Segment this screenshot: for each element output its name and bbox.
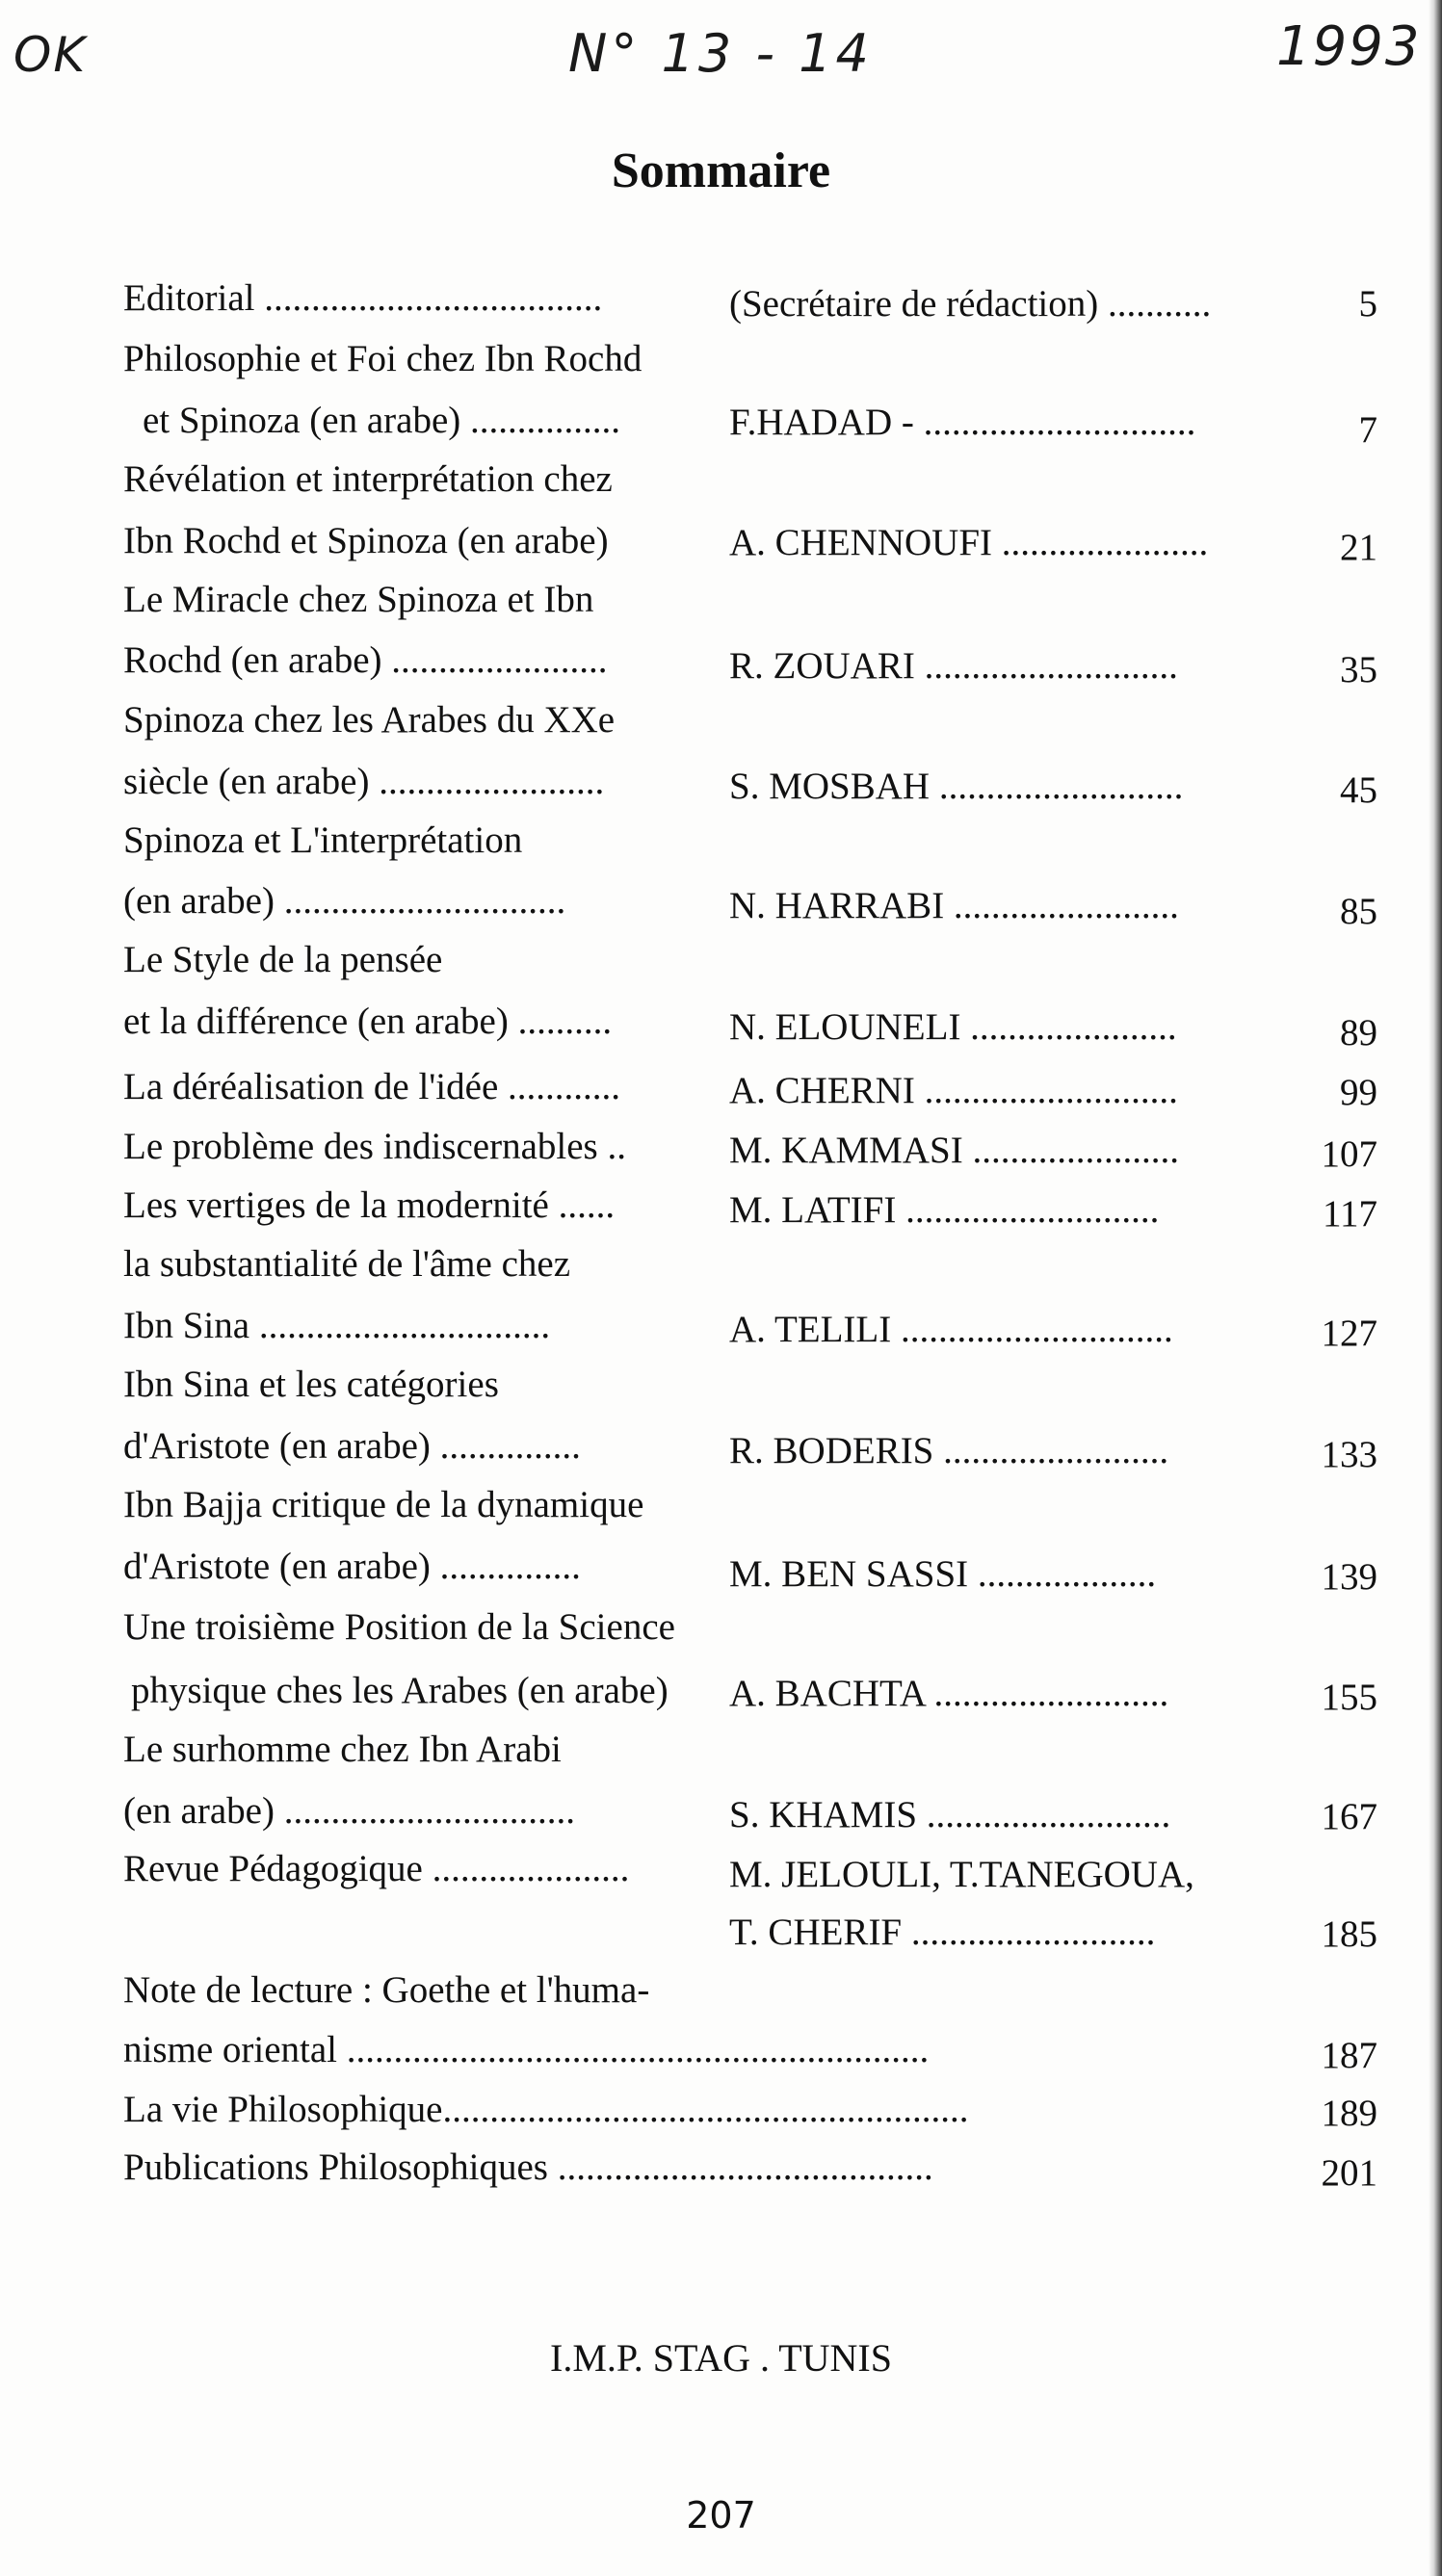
toc-entry-page: 167: [1321, 1796, 1377, 1837]
toc-entry-title-cont: Ibn Rochd et Spinoza (en arabe): [123, 520, 609, 561]
scan-shadow-edge: [1429, 0, 1442, 2576]
toc-entry-title-cont: physique ches les Arabes (en arabe): [131, 1670, 669, 1711]
toc-entry-page: 189: [1321, 2093, 1377, 2134]
toc-entry-title: Le Style de la pensée: [123, 939, 443, 980]
toc-entry-page: 117: [1322, 1193, 1377, 1235]
toc-entry-title: Révélation et interprétation chez: [123, 458, 613, 500]
toc-entry-author: R. BODERIS ........................: [729, 1430, 1169, 1471]
page-number: 207: [686, 2494, 756, 2537]
toc-entry-author: A. BACHTA .........................: [729, 1673, 1169, 1714]
toc-entry-title-cont: nisme oriental ..............................................................: [123, 2029, 930, 2070]
toc-entry-author: S. KHAMIS ..........................: [729, 1794, 1171, 1835]
toc-entry-title-cont: d'Aristote (en arabe) ...............: [123, 1546, 581, 1587]
toc-entry-title: La vie Philosophique........................................................: [123, 2089, 969, 2130]
toc-entry-author: A. CHENNOUFI ......................: [729, 522, 1209, 563]
toc-entry-title: Publications Philosophiques ........................................: [123, 2147, 933, 2188]
toc-entry-title: Le surhomme chez Ibn Arabi: [123, 1729, 562, 1770]
toc-entry-title: Revue Pédagogique .....................: [123, 1848, 630, 1889]
toc-entry-author: (Secrétaire de rédaction) ...........: [729, 283, 1212, 325]
printer-imprint: I.M.P. STAG . TUNIS: [550, 2336, 892, 2380]
toc-entry-page: 7: [1358, 409, 1377, 451]
toc-entry-page: 21: [1340, 527, 1377, 568]
toc-entry-title-cont: siècle (en arabe) ........................: [123, 761, 605, 802]
toc-entry-title: Editorial ....................................: [123, 277, 603, 319]
toc-entry-page: 185: [1321, 1913, 1377, 1955]
handwritten-issue-number: N° 13 - 14: [568, 23, 873, 84]
toc-entry-title: Spinoza et L'interprétation: [123, 820, 523, 861]
toc-entry-title: Le Miracle chez Spinoza et Ibn: [123, 579, 594, 620]
toc-entry-author: S. MOSBAH ..........................: [729, 766, 1184, 807]
toc-entry-title: Philosophie et Foi chez Ibn Rochd: [123, 338, 642, 379]
toc-entry-author: M. LATIFI ...........................: [729, 1189, 1160, 1231]
toc-entry-title-cont: et Spinoza (en arabe) ................: [143, 400, 620, 441]
toc-entry-title-cont: Ibn Sina ...............................: [123, 1305, 551, 1346]
toc-entry-title: Le problème des indiscernables ..: [123, 1126, 626, 1167]
toc-entry-title: Ibn Bajja critique de la dynamique: [123, 1484, 644, 1525]
toc-entry-author: N. ELOUNELI ......................: [729, 1006, 1177, 1048]
handwritten-year: 1993: [1276, 15, 1422, 78]
toc-entry-author: M. KAMMASI ......................: [729, 1130, 1179, 1171]
handwritten-note-left: OK: [13, 27, 88, 83]
toc-entry-author: A. TELILI .............................: [729, 1309, 1173, 1350]
toc-entry-title-cont: et la différence (en arabe) ..........: [123, 1001, 613, 1042]
toc-entry-author: F.HADAD - .............................: [729, 402, 1196, 443]
toc-entry-author: A. CHERNI ...........................: [729, 1070, 1178, 1111]
toc-entry-page: 35: [1340, 649, 1377, 690]
toc-entry-page: 5: [1358, 283, 1377, 325]
toc-entry-page: 139: [1321, 1556, 1377, 1598]
toc-entry-title-cont: d'Aristote (en arabe) ...............: [123, 1425, 581, 1467]
toc-entry-title-cont: Rochd (en arabe) .......................: [123, 639, 608, 681]
toc-entry-title: Note de lecture : Goethe et l'huma-: [123, 1969, 650, 2011]
toc-entry-page: 155: [1321, 1677, 1377, 1718]
toc-entry-title: Les vertiges de la modernité ......: [123, 1184, 616, 1226]
toc-entry-page: 45: [1340, 769, 1377, 811]
toc-entry-page: 89: [1340, 1012, 1377, 1054]
toc-entry-page: 127: [1321, 1313, 1377, 1354]
page-title: Sommaire: [611, 143, 831, 198]
toc-entry-author: R. ZOUARI ...........................: [729, 645, 1178, 687]
toc-entry-page: 187: [1321, 2035, 1377, 2076]
toc-entry-title: La déréalisation de l'idée ............: [123, 1066, 621, 1107]
toc-entry-author-cont: T. CHERIF ..........................: [729, 1912, 1156, 1953]
toc-entry-page: 99: [1340, 1072, 1377, 1113]
toc-entry-title-cont: (en arabe) ...............................: [123, 1790, 575, 1832]
toc-entry-page: 201: [1321, 2152, 1377, 2194]
toc-entry-author: M. JELOULI, T.TANEGOUA,: [729, 1854, 1194, 1895]
toc-entry-title: la substantialité de l'âme chez: [123, 1243, 571, 1285]
toc-entry-title-cont: (en arabe) ..............................: [123, 880, 566, 922]
toc-entry-page: 85: [1340, 891, 1377, 932]
toc-entry-author: M. BEN SASSI ...................: [729, 1553, 1157, 1595]
toc-entry-page: 133: [1321, 1434, 1377, 1475]
toc-entry-title: Ibn Sina et les catégories: [123, 1364, 499, 1405]
toc-entry-page: 107: [1321, 1133, 1377, 1175]
toc-entry-title: Une troisième Position de la Science: [123, 1606, 675, 1648]
toc-entry-author: N. HARRABI ........................: [729, 885, 1179, 926]
toc-entry-title: Spinoza chez les Arabes du XXe: [123, 699, 616, 741]
